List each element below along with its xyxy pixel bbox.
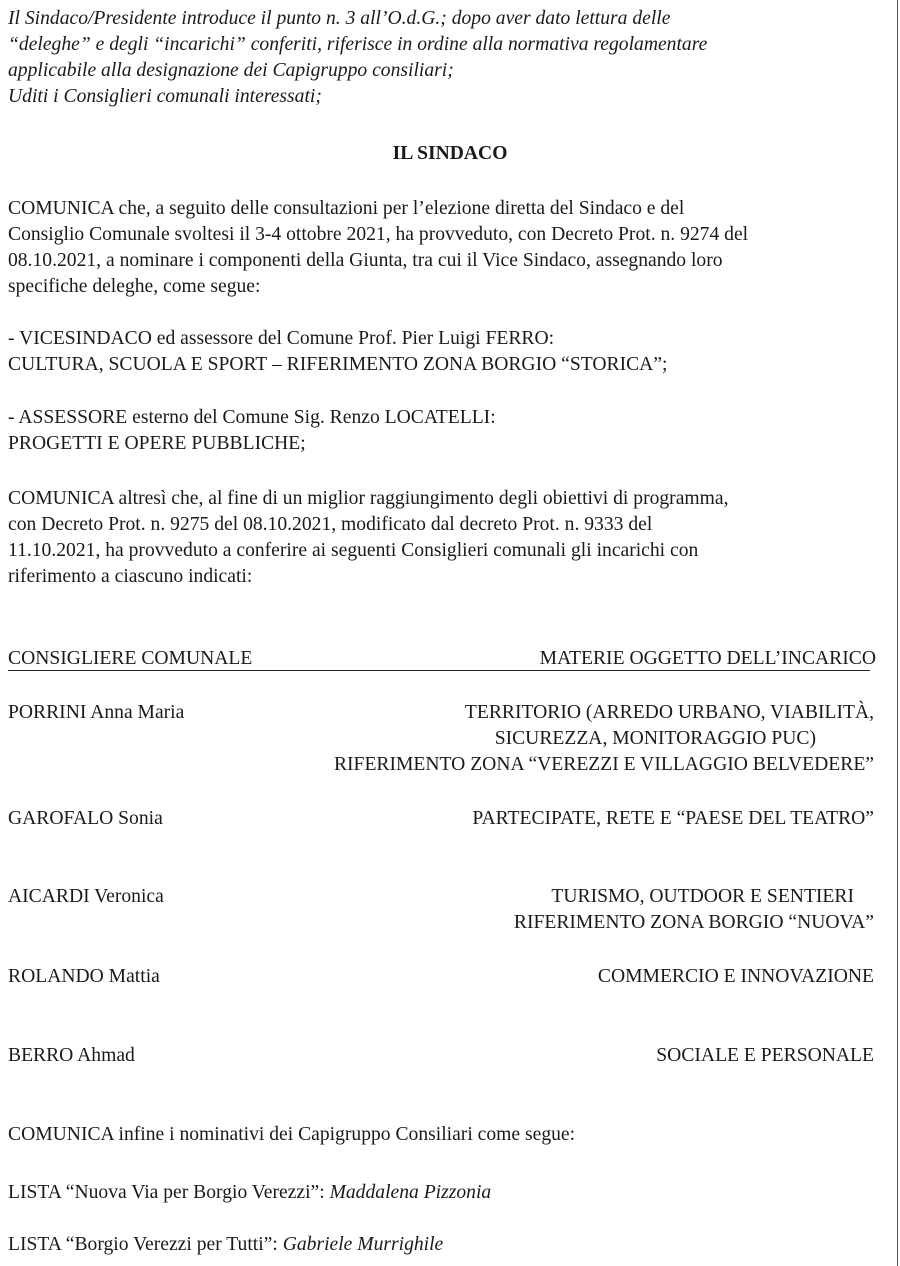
vicesindaco-line-2: CULTURA, SCUOLA E SPORT – RIFERIMENTO ZONA BORGIO “STORICA”; [8, 354, 668, 375]
row-matter [334, 700, 874, 778]
paragraph-giunta-line-1: COMUNICA che, a seguito delle consultazioni per l’elezione diretta del Sindaco e del [8, 198, 685, 219]
list-item [8, 1180, 880, 1206]
paragraph-incarichi-line-1: COMUNICA altresì che, al fine di un miglior raggiungimento degli obiettivi di programma, [8, 488, 729, 509]
assessore-line-2: PROGETTI E OPERE PUBBLICHE; [8, 433, 306, 454]
paragraph-giunta-line-3: 08.10.2021, a nominare i componenti della Giunta, tra cui il Vice Sindaco, assegnando loro [8, 250, 723, 271]
list-label: LISTA “Nuova Via per Borgio Verezzi”: [8, 1182, 330, 1203]
intro-line-3: applicabile alla designazione dei Capigruppo consiliari; [8, 60, 454, 81]
row-matter [472, 806, 874, 832]
row-name: ROLANDO Mattia [8, 966, 160, 987]
paragraph-incarichi-line-4: riferimento a ciascuno indicati: [8, 566, 253, 587]
row-matter-line: RIFERIMENTO ZONA BORGIO “NUOVA” [513, 912, 874, 933]
row-matter-line: COMMERCIO E INNOVAZIONE [597, 966, 874, 987]
vicesindaco-line-1: - VICESINDACO ed assessore del Comune Prof. Pier Luigi FERRO: [8, 328, 555, 349]
header-underline [8, 670, 870, 671]
row-matter [656, 1043, 874, 1069]
list-item [8, 1232, 880, 1258]
assessore-delega [8, 405, 880, 457]
row-matter-line: RIFERIMENTO ZONA “VEREZZI E VILLAGGIO BELVEDERE” [333, 754, 874, 775]
paragraph-incarichi-line-2: con Decreto Prot. n. 9275 del 08.10.2021, modificato dal decreto Prot. n. 9333 del [8, 514, 653, 535]
intro-paragraph [8, 6, 880, 110]
row-matter [514, 884, 874, 936]
row-matter-line: SOCIALE E PERSONALE [656, 1045, 874, 1066]
row-name: GAROFALO Sonia [8, 808, 163, 829]
paragraph-giunta-line-4: specifiche deleghe, come segue: [8, 276, 261, 297]
row-name: BERRO Ahmad [8, 1045, 135, 1066]
row-name: AICARDI Veronica [8, 886, 164, 907]
intro-line-4: Uditi i Consiglieri comunali interessati; [8, 86, 322, 107]
row-matter [598, 964, 874, 990]
header-consigliere: CONSIGLIERE COMUNALE [8, 648, 253, 669]
assessore-line-1: - ASSESSORE esterno del Comune Sig. Renzo LOCATELLI: [8, 407, 496, 428]
row-matter-line: TERRITORIO (ARREDO URBANO, VIABILITÀ, [464, 702, 874, 723]
vicesindaco-delega [8, 326, 880, 378]
list-leader: Gabriele Murrighile [282, 1234, 444, 1255]
page-edge-line [897, 0, 898, 1266]
section-title: IL SINDACO [392, 143, 508, 164]
row-matter-line: PARTECIPATE, RETE E “PAESE DEL TEATRO” [472, 808, 874, 829]
row-matter-line: SICUREZZA, MONITORAGGIO PUC) [494, 728, 816, 749]
row-matter-line: TURISMO, OUTDOOR E SENTIERI [551, 886, 854, 907]
row-name: PORRINI Anna Maria [8, 702, 185, 723]
paragraph-giunta-line-2: Consiglio Comunale svoltesi il 3-4 ottobre 2021, ha provveduto, con Decreto Prot. n. 9274 del [8, 224, 749, 245]
header-materie: MATERIE OGGETTO DELL’INCARICO [539, 648, 876, 669]
list-leader: Maddalena Pizzonia [329, 1182, 492, 1203]
intro-line-1: Il Sindaco/Presidente introduce il punto n. 3 all’O.d.G.; dopo aver dato lettura delle [8, 8, 671, 29]
intro-line-2: “deleghe” e degli “incarichi” conferiti, riferisce in ordine alla normativa regolamentare [8, 34, 708, 55]
list-label: LISTA “Borgio Verezzi per Tutti”: [8, 1234, 283, 1255]
paragraph-incarichi [8, 486, 880, 590]
paragraph-capigruppo: COMUNICA infine i nominativi dei Capigruppo Consiliari come segue: [8, 1124, 576, 1145]
paragraph-incarichi-line-3: 11.10.2021, ha provveduto a conferire ai seguenti Consiglieri comunali gli incarichi con [8, 540, 699, 561]
paragraph-giunta [8, 196, 880, 300]
